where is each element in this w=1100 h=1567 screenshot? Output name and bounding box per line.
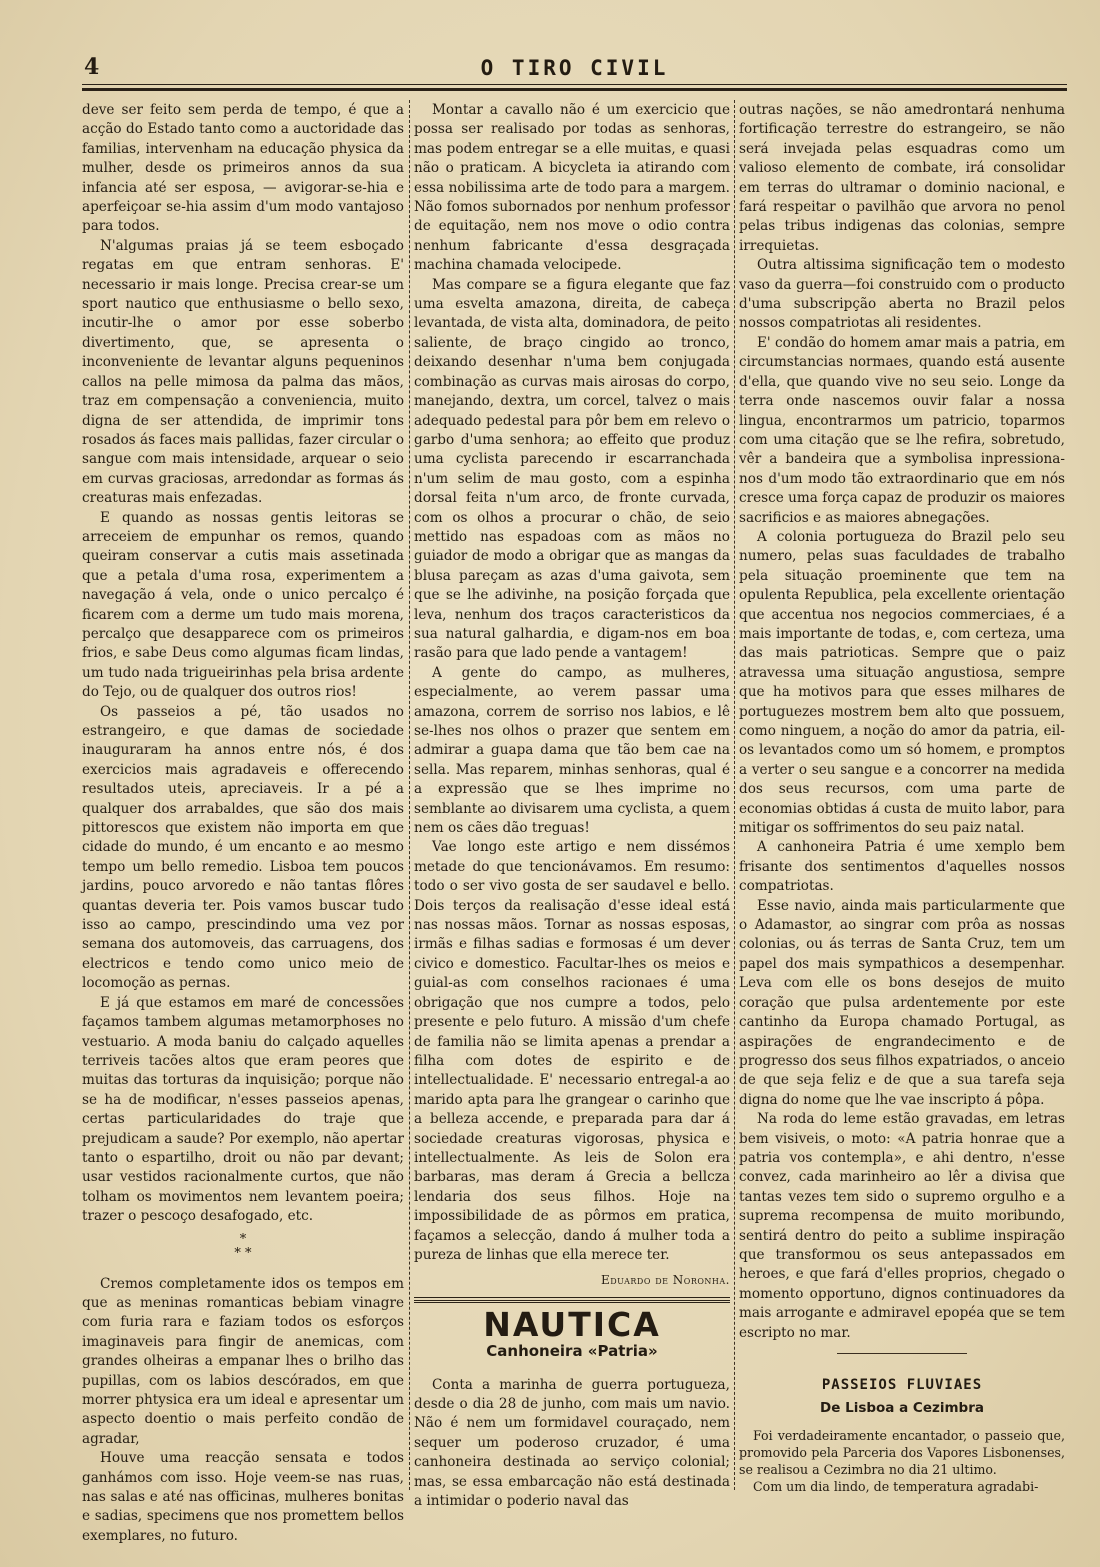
section-rule-thin [414,1297,730,1298]
asterism-bottom: * * [234,1245,252,1261]
article-paragraph: Outra altissima significação tem o modesto vaso da guerra—foi construido com o producto d'uma subscripção aberta no Brazil pelos nossos compatriotas ali residentes. [739,257,1065,332]
section-divider [837,1353,967,1354]
column-separator-1 [409,100,410,1490]
article-subhead-passeios: De Lisboa a Cezimbra [820,1400,984,1417]
column-1 [82,101,404,1546]
article-subhead: Canhoneira «Patria» [486,1342,658,1361]
article-paragraph: Os passeios a pé, tão usados no estrangeiro, e que damas de sociedade inauguraram ha annos entre nós, é dos exercicios mais agradaveis e offerecendo resultados uteis, apreciaveis. Ir a pé a qualquer dos arrabaldes, que são dos mais pittorescos que existem não importa em que cidade do mundo, é um encanto e ao mesmo tempo um bello remedio. Lisboa tem poucos jardins, pouco arvoredo e não tantas flôres quantas deveria ter. Pois vamos buscar tudo isso ao campo, prescindindo uma vez por semana dos automoveis, das carruagens, dos electricos e tendo como unico meio de locomoção as pernas. [82,703,404,992]
article-paragraph: Esse navio, ainda mais particularmente que o Adamastor, ao singrar com prôa as nossas colonias, ou ás terras de Santa Cruz, tem um papel dos mais sympathicos a desempenhar. Leva com elle os bons desejos de muito coração que pulsa ardentemente por este cantinho da Europa chamado Portugal, as aspirações de engrandecimento e de progresso dos seus filhos expatriados, o anceio de que seja feliz e de que a sua tarefa seja digna do nome que lhe vae inscripto á pôpa. [739,897,1065,1108]
article-paragraph: Cremos completamente idos os tempos em que as meninas romanticas bebiam vinagre com furia rara e faziam todos os esforços imaginaveis para fingir de anemicas, com grandes olheiras a empanar lhes o brilho das pupillas, com os labios descórados, em que morrer phtysica era um ideal e apresentar um aspecto doentio o mais perfeito condão de agradar, [82,1275,404,1447]
article-paragraph: Conta a marinha de guerra portugueza, desde o dia 28 de junho, com mais um navio. Não é nem um formidavel couraçado, nem sequer um poderoso cruzador, é uma canhoneira destinada ao serviço colonial; mas, se essa embarcação não está destinada a intimidar o poderio naval das [414,1376,730,1510]
article-paragraph: E' condão do homem amar mais a patria, em circumstancias normaes, quando está ausente d'ella, que quando vive no seu seio. Longe da terra onde nascemos ouvir falar a nossa lingua, encontrarmos um patricio, toparmos com uma citação que se lhe refira, sobretudo, vêr a bandeira que a symbolisa inpressiona-nos d'um modo tão extraordinario que em nós cresce uma força capaz de produzir os maiores sacrificios e as maiores abnegações. [739,334,1065,526]
author-signature: Eduardo de Noronha. [600,1273,730,1288]
header-rule-thick [82,88,1067,91]
article-paragraph: A canhoneira Patria é ume xemplo bem frisante dos sentimentos d'aquelles nossos compatriotas. [739,839,1065,895]
column-3 [739,101,1065,1495]
section-title: NAUTICA [483,1304,661,1344]
column-2 [414,101,730,1511]
article-paragraph: Na roda do leme estão gravadas, em letras bem visiveis, o moto: «A patria honrae que a patria vos contempla», e ahi dentro, n'esse convez, cada marinheiro ao lêr a divisa que tantas vezes tem sido o supremo orgulho e a suprema recompensa de muito moribundo, sentirá dentro do peito a sublime inspiração que transformou os seus antepassados em heroes, e que fará d'elles proprios, chegado o momento opportuno, dignos continuadores da mais arrogante e admiravel epopéa que se tem escripto no mar. [739,1111,1065,1341]
article-paragraph: Vae longo este artigo e nem dissémos metade do que tencionávamos. Em resumo: todo o ser vivo gosta de ser saudavel e bello. Dois terços da realisação d'esse ideal está nas nossas mãos. Tornar as nossas esposas, irmãs e filhas sadias e formosas é um dever civico e domestico. Facultar-lhes os meios e guial-as com conselhos racionaes é uma obrigação que nos cumpre a todos, pelo presente e pelo futuro. A missão d'um chefe de familia não se limita apenas a prendar a filha com dotes de espirito e de intellectualidade. E' necessario entregal-a ao marido apta para lhe grangear o carinho que a belleza accende, e preparada para dar á sociedade creaturas vigorosas, physica e intellectualmente. As leis de Solon era barbaras, mas deram á Grecia a bellcza lendaria dos seus filhos. Hoje na impossibilidade de as pôrmos em pratica, façamos a selecção, dando á mulher toda a pureza de linhas que ella merece ter. [414,839,730,1263]
article-paragraph: Mas compare se a figura elegante que faz uma esvelta amazona, direita, de cabeça levantada, de vista alta, dominadora, de peito saliente, de braço cingido ao tronco, deixando desenhar n'uma bem conjugada combinação as curvas mais airosas do corpo, manejando, dextra, um corcel, talvez o mais adequado pedestal para pôr bem em relevo o garbo d'uma senhora; ao effeito que produz uma cyclista parecendo ir escarranchada n'um selim de mau gosto, com a espinha dorsal feita n'um arco, de fronte curvada, com os olhos a procurar o chão, de seio mettido nas espadoas com as mãos no guiador de modo a obrigar que as mangas da blusa pareçam as azas d'uma gaivota, sem que se lhe adivinhe, na posição forçada que leva, nenhum dos traços caracteristicos da sua natural galhardia, e digam-nos em boa rasão para que lado pende a vantagem! [414,276,730,662]
article-paragraph: A colonia portugueza do Brazil pelo seu numero, pelas suas faculdades de trabalho pela situação proeminente que tem na opulenta Republica, pela excellente orientação que accentua nos negocios commerciaes, é a mais importante de todas, e, com certeza, uma das mais patrioticas. Sempre que o paiz atravessa uma situação angustiosa, sempre que ha motivos para que esses milhares de portuguezes mostrem bem alto que possuem, como ninguem, a noção do amor da patria, eil-os levantados como um só homem, e promptos a verter o seu sangue e a concorrer na medida dos seus recursos, com uma parte de economias obtidas á custa de muito labor, para mitigar os soffrimentos do seu paiz natal. [739,528,1065,837]
small-print-block [739,1427,1065,1495]
masthead-title: O TIRO CIVIL [480,56,669,80]
article-paragraph: Houve uma reacção sensata e todos ganhámos com isso. Hoje veem-se nas ruas, nas salas e até nas officinas, mulheres bonitas e sadias, specimens que nos promettem bellos exemplares, no futuro. [82,1450,404,1544]
article-paragraph: Foi verdadeiramente encantador, o passeio que, promovido pela Parceria dos Vapores Lisbonenses, se realisou a Cezimbra no dia 21 ultimo. [739,1427,1065,1477]
article-paragraph: E já que estamos em maré de concessões façamos tambem algumas metamorphoses no vestuario. A moda baniu do calçado aquelles terriveis tacões altos que eram peores que muitas das torturas da inquisição; porque não se ha de modificar, n'esses passeios apenas, certas particularidades do traje que prejudicam a saude? Por exemplo, não apertar tanto o espartilho, droit ou não par devant; usar vestidos racionalmente curtos, que não tolham os movimentos nem levantem poeira; trazer o pescoço desafogado, etc. [82,994,404,1225]
page-number: 4 [84,54,100,80]
section-rule-thick [414,1300,730,1303]
asterism-top: * [239,1231,247,1247]
header-rule-thin [82,84,1067,85]
article-paragraph: outras nações, se não amedrontará nenhuma fortificação terrestre do estrangeiro, se não será invejada pelas esquadras como um valioso elemento de combate, irá consolidar em terras do ultramar o dominio nacional, e fará respeitar o pavilhão que arvora no penol pelas tribus indigenas das colonias, sempre irrequietas. [739,102,1065,254]
article-paragraph: N'algumas praias já se teem esboçado regatas em que entram senhoras. E' necessario ir mais longe. Precisa crear-se um sport nautico que enthusiasme o bello sexo, incutir-lhe o amor por esse soberbo divertimento, que, se apresenta o inconveniente de levantar alguns pequeninos callos na pelle mimosa da palma das mãos, traz em compensação a conveniencia, muito digna de ser attendida, de imprimir tons rosados ás faces mais pallidas, fazer circular o sangue com mais intensidade, arquear o seio em curvas graciosas, arredondar as formas ás creaturas mais enfezadas. [82,237,404,507]
asterism [82,1233,404,1261]
article-paragraph: E quando as nossas gentis leitoras se arreceiem de empunhar os remos, quando queiram conservar a cutis mais assetinada que a petala d'uma rosa, experimentem a navegação á vela, onde o unico percalço é ficarem com a derme um tudo mais morena, percalço que desapparece com os primeiros frios, e sabe Deus como algumas ficam lindas, um tudo nada trigueirinhas pela brisa ardente do Tejo, ou de qualquer dos outros rios! [82,509,404,701]
column-separator-2 [734,100,735,1490]
article-paragraph: A gente do campo, as mulheres, especialmente, ao verem passar uma amazona, correm de sorriso nos labios, e lê se-lhes nos olhos o prazer que sentem em admirar a guapa dama que tão bem cae na sella. Mas reparem, minhas senhoras, qual é a expressão que se lhes imprime no semblante ao divisarem uma cyclista, a quem nem os cães dão treguas! [414,664,730,837]
article-paragraph: Montar a cavallo não é um exercicio que possa ser realisado por todas as senhoras, mas podem entregar se a elle muitas, e quasi não o praticam. A bicycleta ia atirando com essa nobilissima arte de todo para a margem. Não fomos subornados por nenhum professor de equitação, nem nos move o odio contra nenhum fabricante d'essa desgraçada machina chamada velocipede. [414,102,730,274]
article-paragraph: deve ser feito sem perda de tempo, é que a acção do Estado tanto como a auctoridade das familias, intervenham na educação physica da mulher, desde os primeiros annos da sua infancia até ser esposa, — avigorar-se-hia e aperfeiçoar se-hia assim d'um modo vantajoso para todos. [82,102,404,235]
article-paragraph: Com um dia lindo, de temperatura agradabi- [753,1478,1039,1494]
section-title-passeios: PASSEIOS FLUVIAES [821,1377,983,1393]
page-header [82,54,1067,82]
